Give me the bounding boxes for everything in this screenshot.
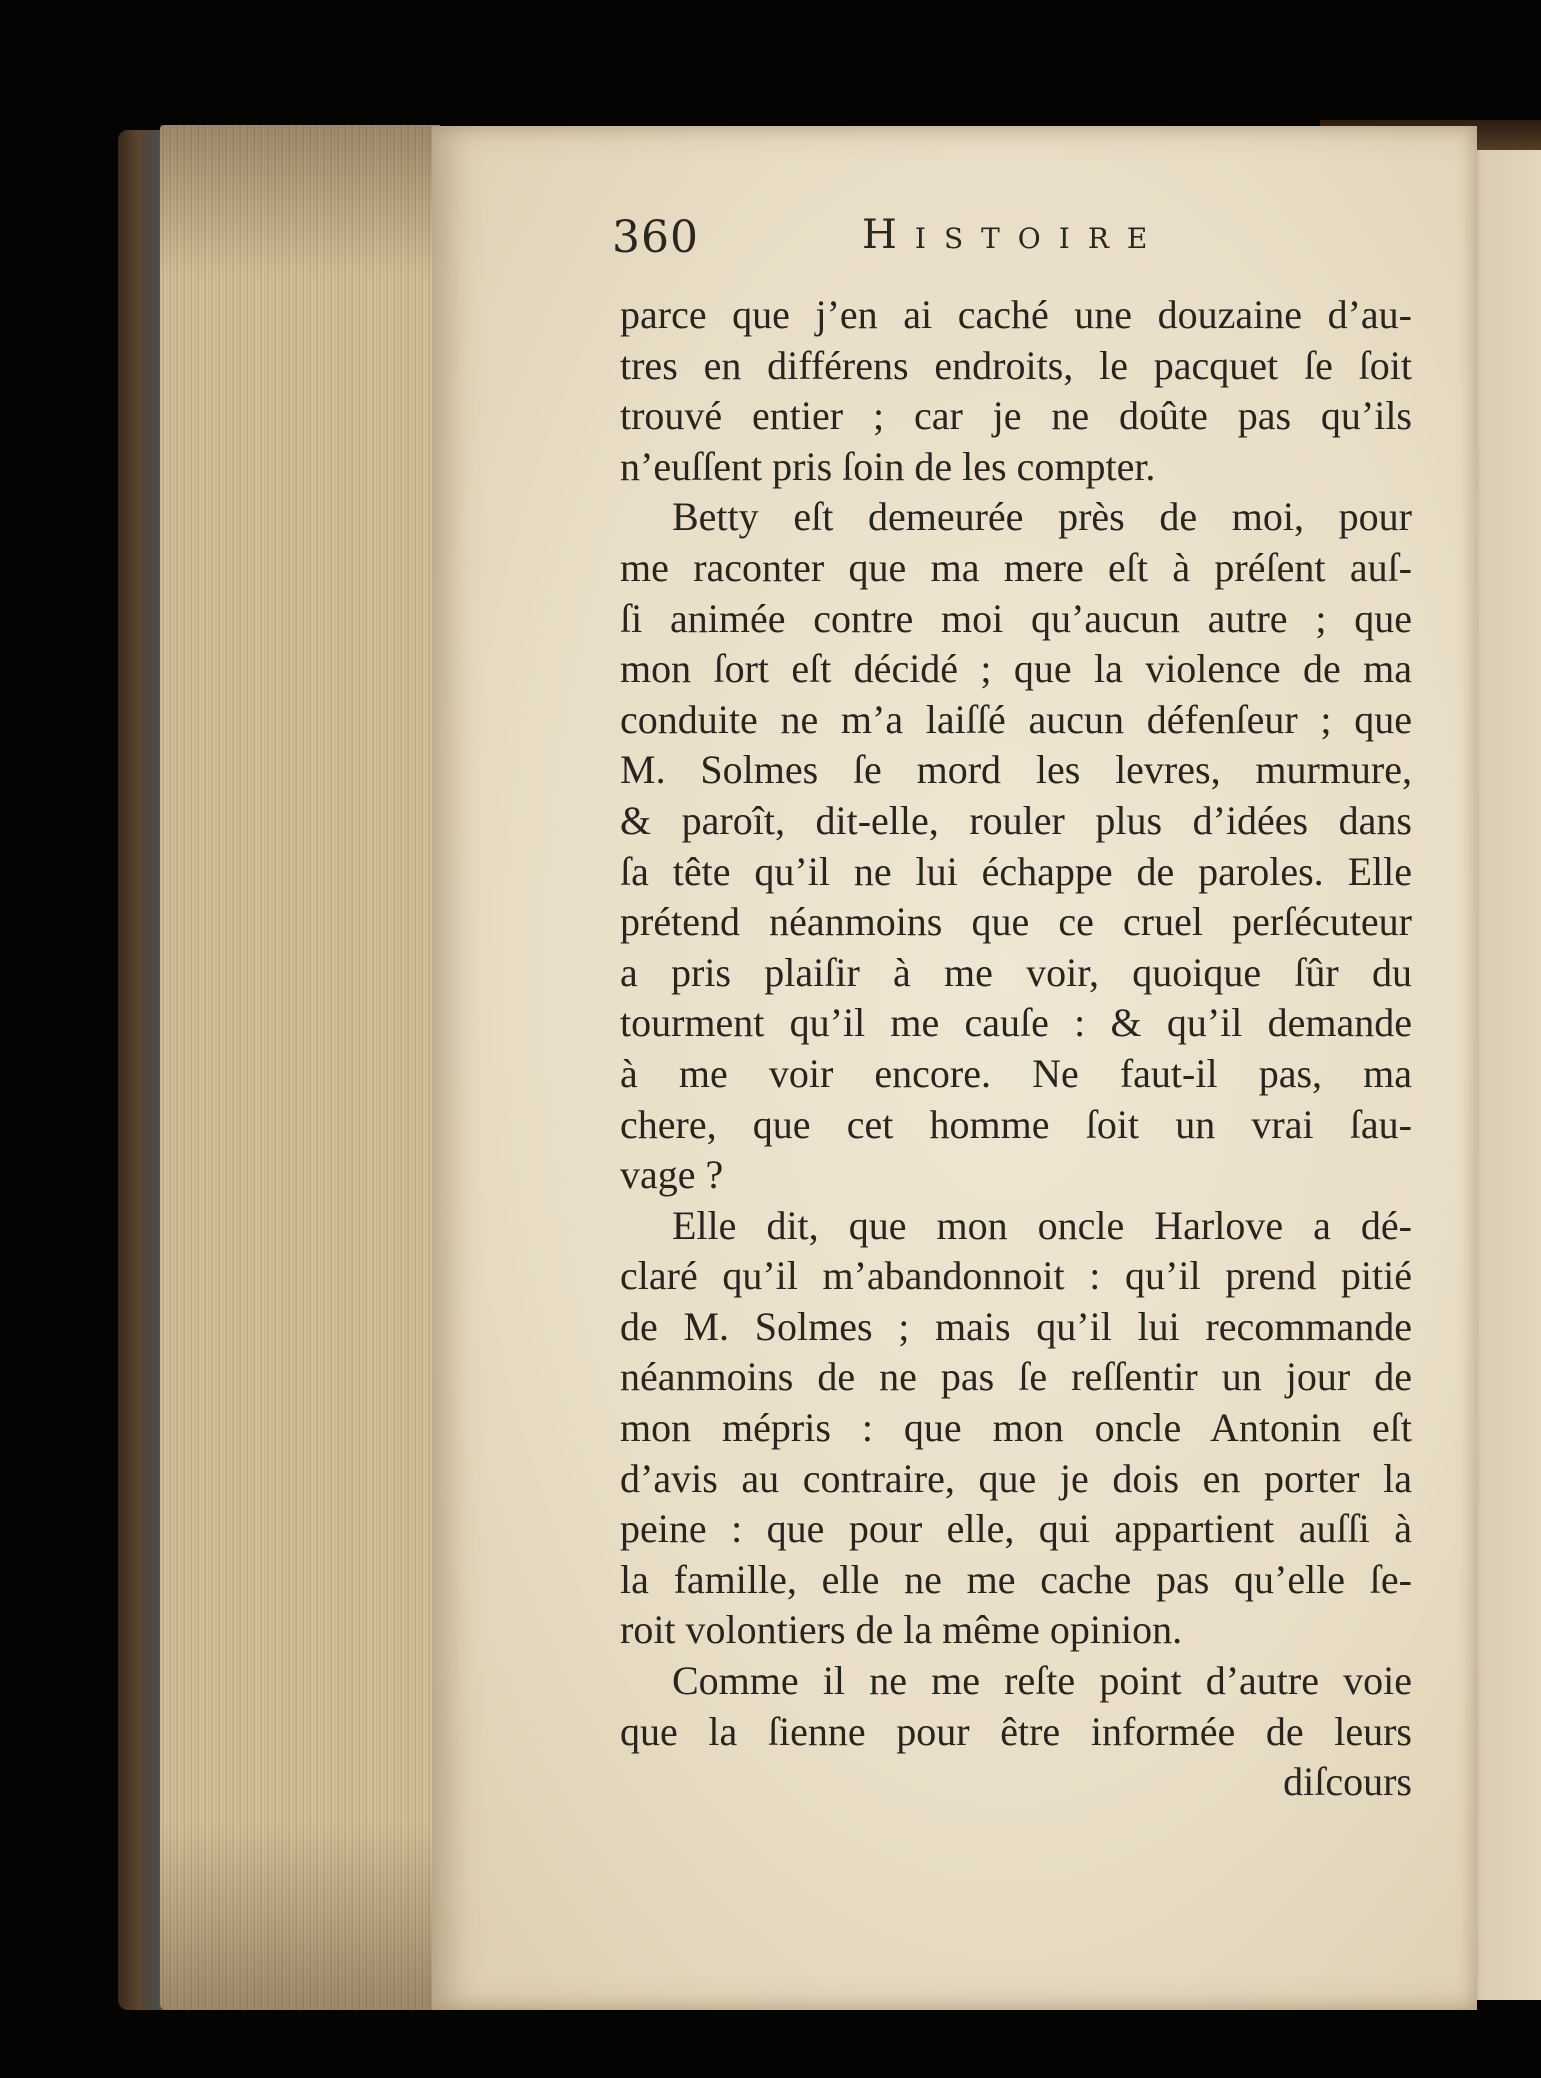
text-line: me raconter que ma mere eſt à préſent auſ- — [620, 544, 1412, 590]
text-line: ſa tête qu’il ne lui échappe de paroles. Elle — [620, 848, 1412, 894]
text-line: chere, que cet homme ſoit un vrai ſau- — [620, 1101, 1412, 1147]
text-line: ſi animée contre moi qu’aucun autre ; que — [620, 595, 1412, 641]
catchword: diſcours — [1283, 1759, 1412, 1805]
text-line: que la ſienne pour être informée de leurs — [620, 1708, 1412, 1754]
body-text — [620, 290, 1412, 1808]
text-line: prétend néanmoins que ce cruel perſécuteur — [620, 899, 1412, 945]
page-header — [612, 212, 1412, 272]
text-line: a pris plaiſir à me voir, quoique ſûr du — [620, 949, 1412, 995]
text-line: vage ? — [620, 1152, 724, 1198]
text-line: Betty eſt demeurée près de moi, pour — [672, 494, 1412, 540]
text-line: & paroît, dit-elle, rouler plus d’idées dans — [620, 797, 1412, 843]
text-line: roit volontiers de la même opinion. — [620, 1607, 1183, 1653]
text-line: conduite ne m’a laiſſé aucun défenſeur ; que — [620, 696, 1412, 742]
text-line: la famille, elle ne me cache pas qu’elle ſe- — [620, 1556, 1412, 1602]
text-line: Elle dit, que mon oncle Harlove a dé- — [672, 1202, 1412, 1248]
text-line: claré qu’il m’abandonnoit : qu’il prend pitié — [620, 1253, 1412, 1299]
text-line: néanmoins de ne pas ſe reſſentir un jour de — [620, 1354, 1412, 1400]
text-line: tres en différens endroits, le pacquet ſe ſoit — [620, 342, 1412, 388]
text-line: parce que j’en ai caché une douzaine d’au- — [620, 292, 1412, 337]
text-line: M. Solmes ſe mord les levres, murmure, — [620, 747, 1412, 793]
text-line: à me voir encore. Ne faut-il pas, ma — [620, 1050, 1412, 1096]
text-line: d’avis au contraire, que je dois en porter la — [620, 1455, 1412, 1501]
page-block-edges — [160, 125, 440, 2010]
text-line: peine : que pour elle, qui appartient auſſi à — [620, 1506, 1412, 1552]
text-line: tourment qu’il me cauſe : & qu’il demande — [620, 1000, 1412, 1046]
page-number: 360 — [612, 212, 699, 263]
text-line: trouvé entier ; car je ne doûte pas qu’ils — [620, 393, 1412, 439]
text-line: de M. Solmes ; mais qu’il lui recommande — [620, 1303, 1412, 1349]
text-line: Comme il ne me reſte point d’autre voie — [672, 1658, 1412, 1704]
running-head: Histoire — [862, 212, 1166, 258]
text-line: mon mépris : que mon oncle Antonin eſt — [620, 1405, 1412, 1451]
text-line: mon ſort eſt décidé ; que la violence de ma — [620, 646, 1412, 692]
text-line: n’euſſent pris ſoin de les compter. — [620, 443, 1156, 489]
